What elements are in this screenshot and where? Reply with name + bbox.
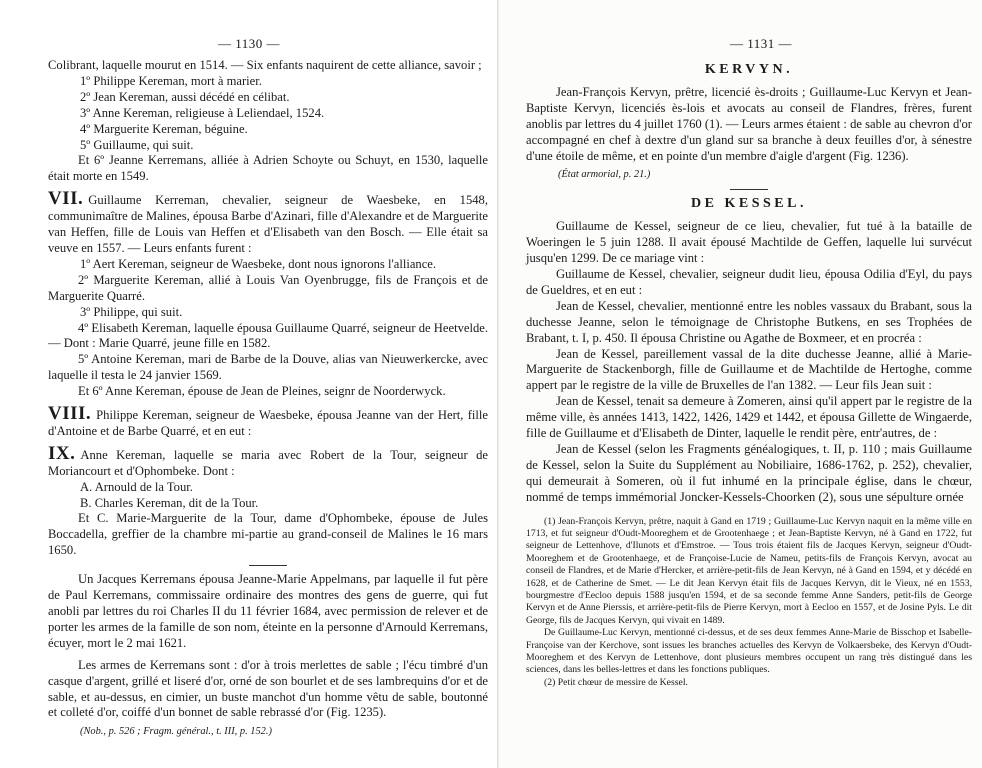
kervyn-paragraph: Jean-François Kervyn, prêtre, licencié ès-droits ; Guillaume-Luc Kervyn et Jean-Baptiste Kervyn, licenciés ès-lois et avocats au conseil de Flandres, frères, furent anoblis par lettres du 4 juillet 1760 (1). — Leurs armes étaient : de sable au chevron d'or accompagné en chef à dextre d'un gland sur sa branche à deux feuilles d'or, à sénestre d'une étoile de même, et en pointe d'un membre d'aigle d'argent (Fig. 1236). [526,84,972,163]
gen7-child-6: Et 6º Anne Kereman, épouse de Jean de Pleines, seignr de Noorderwyck. [78,384,446,399]
generation-7 [48,188,488,257]
footnote-2: (2) Petit chœur de messire de Kessel. [544,676,688,688]
numeral-vii: VII. [48,188,84,210]
kessel-paragraph-4: Jean de Kessel, pareillement vassal de la dite duchesse Jeanne, allié à Marie-Marguerite de Stackenborgh, fille de Guillaume et de Machtilde de Hertoghe, comme appert par le registre de la ville de Bruxelles de l'an 1382. — Leur fils Jean suit : [526,346,972,393]
kessel-paragraph-6: Jean de Kessel (selon les Fragments généalogiques, t. II, p. 110 ; mais Guillaume de Kessel, selon la Suite du Supplément au Nobiliaire, 1686-1762, p. 252), chevalier, qui demeurait à Someren, où il fut inhumé en la principale église, dans le chœur, nommé de temps immémorial Joncker-Kessels-Choorken (2), sous une sépulture ornée [526,441,972,504]
gen6-child-3: 3º Anne Kereman, religieuse à Leliendael, 1524. [80,105,325,120]
footnote-1-continued: De Guillaume-Luc Kervyn, mentionné ci-dessus, et de ses deux femmes Anne-Marie de Bisschop et Isabelle-Françoise van der Kerchove, sont issues les branches actuelles des Kervyn de Volkaersbeke, des Kervyn d'Oudt-Mooreghem et des Kervyn de Lettenhove, dont plusieurs membres occupent un rang très distingué dans les sciences, dans les belles-lettres et dans les fonctions publiques. [526,627,972,676]
gen6-child-1: 1º Philippe Kereman, mort à marier. [80,73,262,88]
gen6-child-2: 2º Jean Kereman, aussi décédé en célibat. [80,89,290,104]
kessel-heading: DE KESSEL. [691,196,807,212]
opening-paragraph: Colibrant, laquelle mourut en 1514. — Six enfants naquirent de cette alliance, savoir ; [48,58,482,72]
gen9-text: Anne Kereman, laquelle se maria avec Robert de la Tour, seigneur de Moriancourt et d'Ophombeke. Dont : [48,447,488,478]
left-page-text [48,58,488,740]
section-separator [730,189,768,190]
numeral-viii: VIII. [48,403,92,425]
numeral-ix: IX. [48,442,76,464]
kessel-paragraph-2: Guillaume de Kessel, chevalier, seigneur dudit lieu, épousa Odilia d'Eyl, du pays de Gueldres, et en eut : [526,266,972,297]
gen9-child-b: B. Charles Kereman, dit de la Tour. [80,495,259,510]
gen7-child-1: 1º Aert Kereman, seigneur de Waesbeke, dont nous ignorons l'alliance. [80,256,437,271]
right-page-number: — 1131 — [730,36,793,51]
right-page-text [526,62,972,689]
gen7-child-2: 2º Marguerite Kereman, allié à Louis Van Oyenbrugge, fils de François et de Marguerite Quarré. [48,272,488,303]
section-separator [249,565,287,566]
right-page [500,0,982,768]
gen7-child-4: 4º Elisabeth Kereman, laquelle épousa Guillaume Quarré, seigneur de Heetvelde. — Dont : Marie Quarré, jeune fille en 1582. [48,320,488,351]
generation-8 [48,403,488,440]
jacques-paragraph: Un Jacques Kerremans épousa Jeanne-Marie Appelmans, par laquelle il fut père de Paul Kerremans, commissaire ordinaire des montres des gens de guerre, qui fut anobli par lettres du roi Charles II du 11 février 1684, avec permission de relever et de porter les armes de la famille de son nom, éteinte en la personne d'Arnould Kerremans, écuyer, mort le 2 mai 1621. [48,572,488,650]
kessel-paragraph-1: Guillaume de Kessel, seigneur de ce lieu, chevalier, fut tué à la bataille de Woeringen le 5 juin 1288. Il avait épousé Machtilde de Geffen, laquelle lui survécut jusqu'en 1299. De ce mariage vint : [526,219,972,266]
gen9-child-a: A. Arnould de la Tour. [80,479,193,494]
kervyn-heading: KERVYN. [704,62,794,77]
gen8-text: Philippe Kereman, seigneur de Waesbeke, épousa Jeanne van der Hert, fille d'Antoine et de Barbe Quarré, et en eut : [48,408,488,438]
gen7-child-5: 5º Antoine Kereman, mari de Barbe de la Douve, alias van Nieuwerkercke, avec laquelle il testa le 24 janvier 1569. [48,352,488,383]
kessel-paragraph-5: Jean de Kessel, tenait sa demeure à Zomeren, ainsi qu'il appert par le registre de la même ville, ès années 1413, 1422, 1426, 1429 et 1442, et épousa Gillette de Wingaerde, fille de Guillaume et d'Elisabeth de Dinter, laquelle le rendit père, entr'autres, de : [526,394,972,441]
kessel-paragraph-3: Jean de Kessel, chevalier, mentionné entre les nobles vassaux du Brabant, sous la duchesse Jeanne, selon le témoignage de Christophe Butkens, en ses Trophées de Brabant, t. I, p. 450. Il épousa Christine ou Agathe de Boxmeer, et en procréa : [526,298,972,345]
gen9-child-c: Et C. Marie-Marguerite de la Tour, dame d'Ophombeke, épouse de Jules Boccadella, greffier de la chambre mi-partie au grand-conseil de Malines le 16 mars 1650. [48,511,488,558]
gen6-child-5: 5º Guillaume, qui suit. [80,137,194,152]
gen6-child-6: Et 6º Jeanne Kerremans, alliée à Adrien Schoyte ou Schuyt, en 1530, laquelle était morte en 1549. [48,153,488,184]
left-page-number: — 1130 — [218,36,281,51]
gen7-text: Guillaume Kerreman, chevalier, seigneur de Waesbeke, en 1548, communimaître de Malines, épousa Barbe d'Azinari, fille d'Alexandre et de Marguerite van Heffen, fille de Louis van Heffen et d'Elisabeth van den Bosch. — Elle était sa veuve en 1557. — Leurs enfants furent : [48,193,488,255]
kervyn-reference: (État armorial, p. 21.) [558,169,651,181]
gen6-child-4: 4º Marguerite Kereman, béguine. [80,121,248,136]
footnote-1: (1) Jean-François Kervyn, prêtre, naquit à Gand en 1719 ; Guillaume-Luc Kervyn naquit en la même ville en 1713, et fut seigneur d'Oudt-Mooreghem et de Grootenhaege ; et Jean-Baptiste Kervyn, né à Gand en 1722, fut seigneur de Lettenhove, d'Ilunots et d'Emstroe. — Tous trois étaient fils de Jacques Kervyn, seigneur d'Oudt-Mooreghem et de Grootenhaege, et de Françoise-Lucie de Nameu, petits-fils de François Kervyn, avocat au conseil de Flandres, et de Marie d'Hercker, et arrière-petit-fils de Jean Kervyn, né à Gand en 1594, et y décédé en 1628, et de Catherine de Smet. — Le dit Jean Kervyn était fils de Jacques Kervyn, dit le Vieux, né en 1553, bourgmestre d'Eecloo depuis 1588 jusqu'en 1594, et de sa seconde femme Anne Sanders, petit-fils de George Kervyn et de Anne Pierssis, et arrière-petit-fils de Pierre Kervyn, mort à Eecloo en 1557, et de Josine Pyls. Le dit George, fils de Jacques Kervyn, qui vivait en 1489. [526,515,972,626]
gen7-child-3: 3º Philippe, qui suit. [80,304,183,319]
arms-paragraph: Les armes de Kerremans sont : d'or à trois merlettes de sable ; l'écu timbré d'un casque d'argent, grillé et liseré d'or, orné de son bourlet et de ses lambrequins d'or et de sable, et au-dessus, en cimier, un buste manchot d'un homme vêtu de sable, boutonné et colleté d'or, coiffé d'un bonnet de sable rebrassé d'or (Fig. 1235). [48,657,488,720]
generation-9 [48,442,488,480]
footnotes [526,516,972,690]
left-reference: (Nob., p. 526 ; Fragm. général., t. III, p. 152.) [80,726,272,738]
